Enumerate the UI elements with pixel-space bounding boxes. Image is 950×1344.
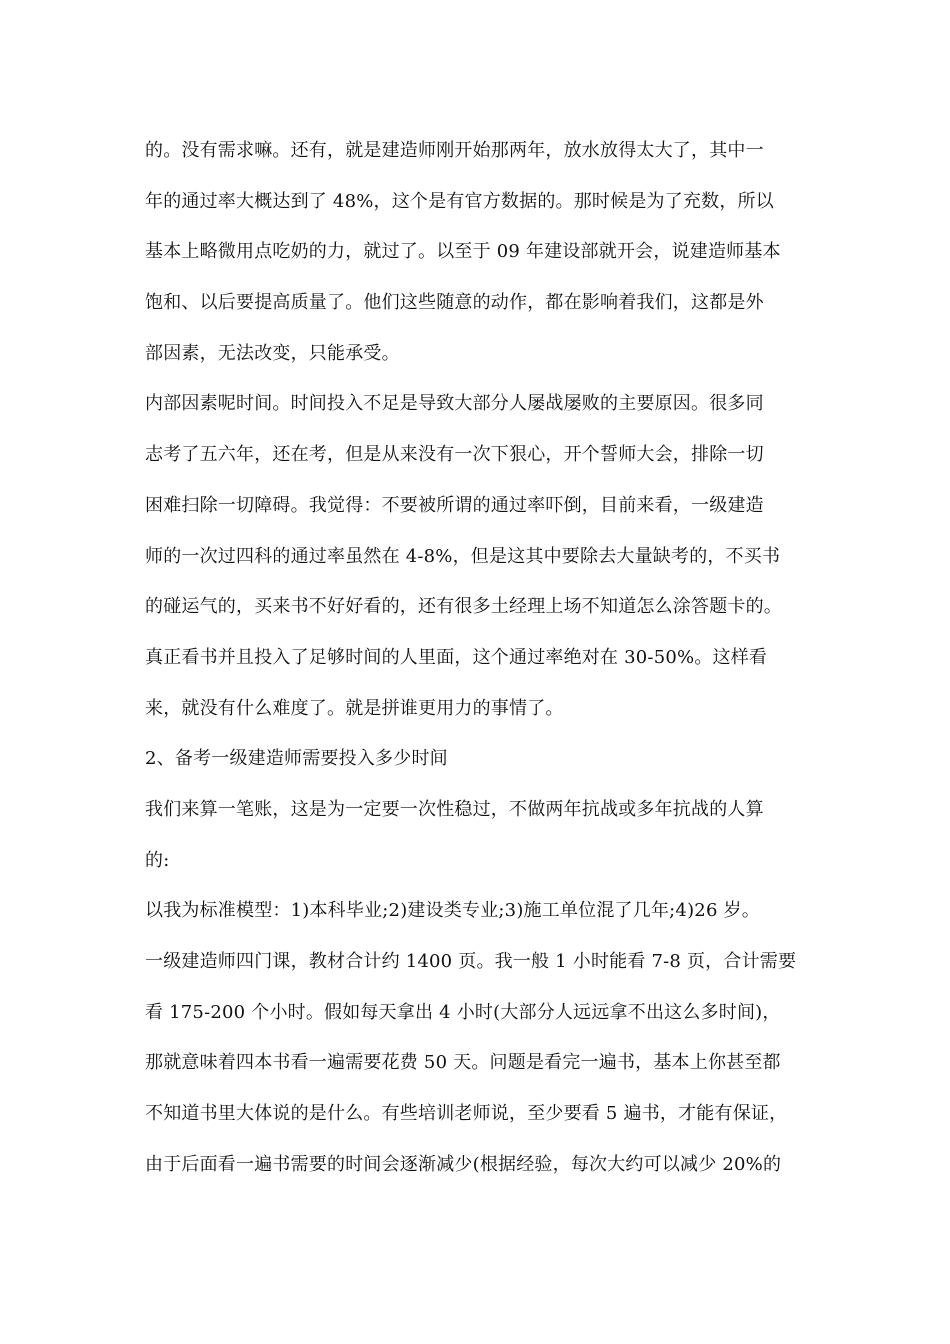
text-line: 志考了五六年，还在考，但是从来没有一次下狠心，开个誓师大会，排除一切 (145, 444, 764, 466)
text-line: 年的通过率大概达到了 48%，这个是有官方数据的。那时候是为了充数，所以 (145, 190, 774, 212)
text-line: 的碰运气的，买来书不好好看的，还有很多土经理上场不知道怎么涂答题卡的。 (145, 596, 782, 618)
text-line: 来，就没有什么难度了。就是拼谁更用力的事情了。 (145, 697, 564, 719)
text-line: 我们来算一笔账，这是为一定要一次性稳过，不做两年抗战或多年抗战的人算 (145, 798, 764, 820)
text-line: 的: (145, 849, 170, 871)
text-line: 的。没有需求嘛。还有，就是建造师刚开始那两年，放水放得太大了，其中一 (145, 140, 764, 161)
text-line: 饱和、以后要提高质量了。他们这些随意的动作，都在影响着我们，这都是外 (145, 292, 764, 314)
text-line: 不知道书里大体说的是什么。有些培训老师说，至少要看 5 遍书，才能有保证， (145, 1103, 788, 1125)
text-line: 由于后面看一遍书需要的时间会逐渐减少(根据经验，每次大约可以减少 20%的 (145, 1153, 782, 1175)
text-line: 以我为标准模型：1)本科毕业;2)建设类专业;3)施工单位混了几年;4)26 岁。 (145, 900, 760, 922)
section-heading: 2、备考一级建造师需要投入多少时间 (145, 748, 448, 770)
text-line: 看 175-200 个小时。假如每天拿出 4 小时(大部分人远远拿不出这么多时间)， (145, 1001, 781, 1023)
text-line: 那就意味着四本书看一遍需要花费 50 天。问题是看完一遍书，基本上你甚至都 (145, 1052, 781, 1074)
text-line: 师的一次过四科的通过率虽然在 4-8%，但是这其中要除去大量缺考的，不买书 (145, 545, 781, 567)
text-line: 基本上略微用点吃奶的力，就过了。以至于 09 年建设部就开会，说建造师基本 (145, 241, 781, 263)
text-line: 困难扫除一切障碍。我觉得：不要被所谓的通过率吓倒，目前来看，一级建造 (145, 494, 764, 516)
body-text (145, 132, 815, 1196)
text-line: 部因素，无法改变，只能承受。 (145, 342, 400, 364)
text-line: 一级建造师四门课，教材合计约 1400 页。我一般 1 小时能看 7-8 页，合计需要 (145, 951, 797, 972)
text-line: 真正看书并且投入了足够时间的人里面，这个通过率绝对在 30-50%。这样看 (145, 646, 768, 668)
text-line: 内部因素呢时间。时间投入不足是导致大部分人屡战屡败的主要原因。很多同 (145, 393, 764, 415)
